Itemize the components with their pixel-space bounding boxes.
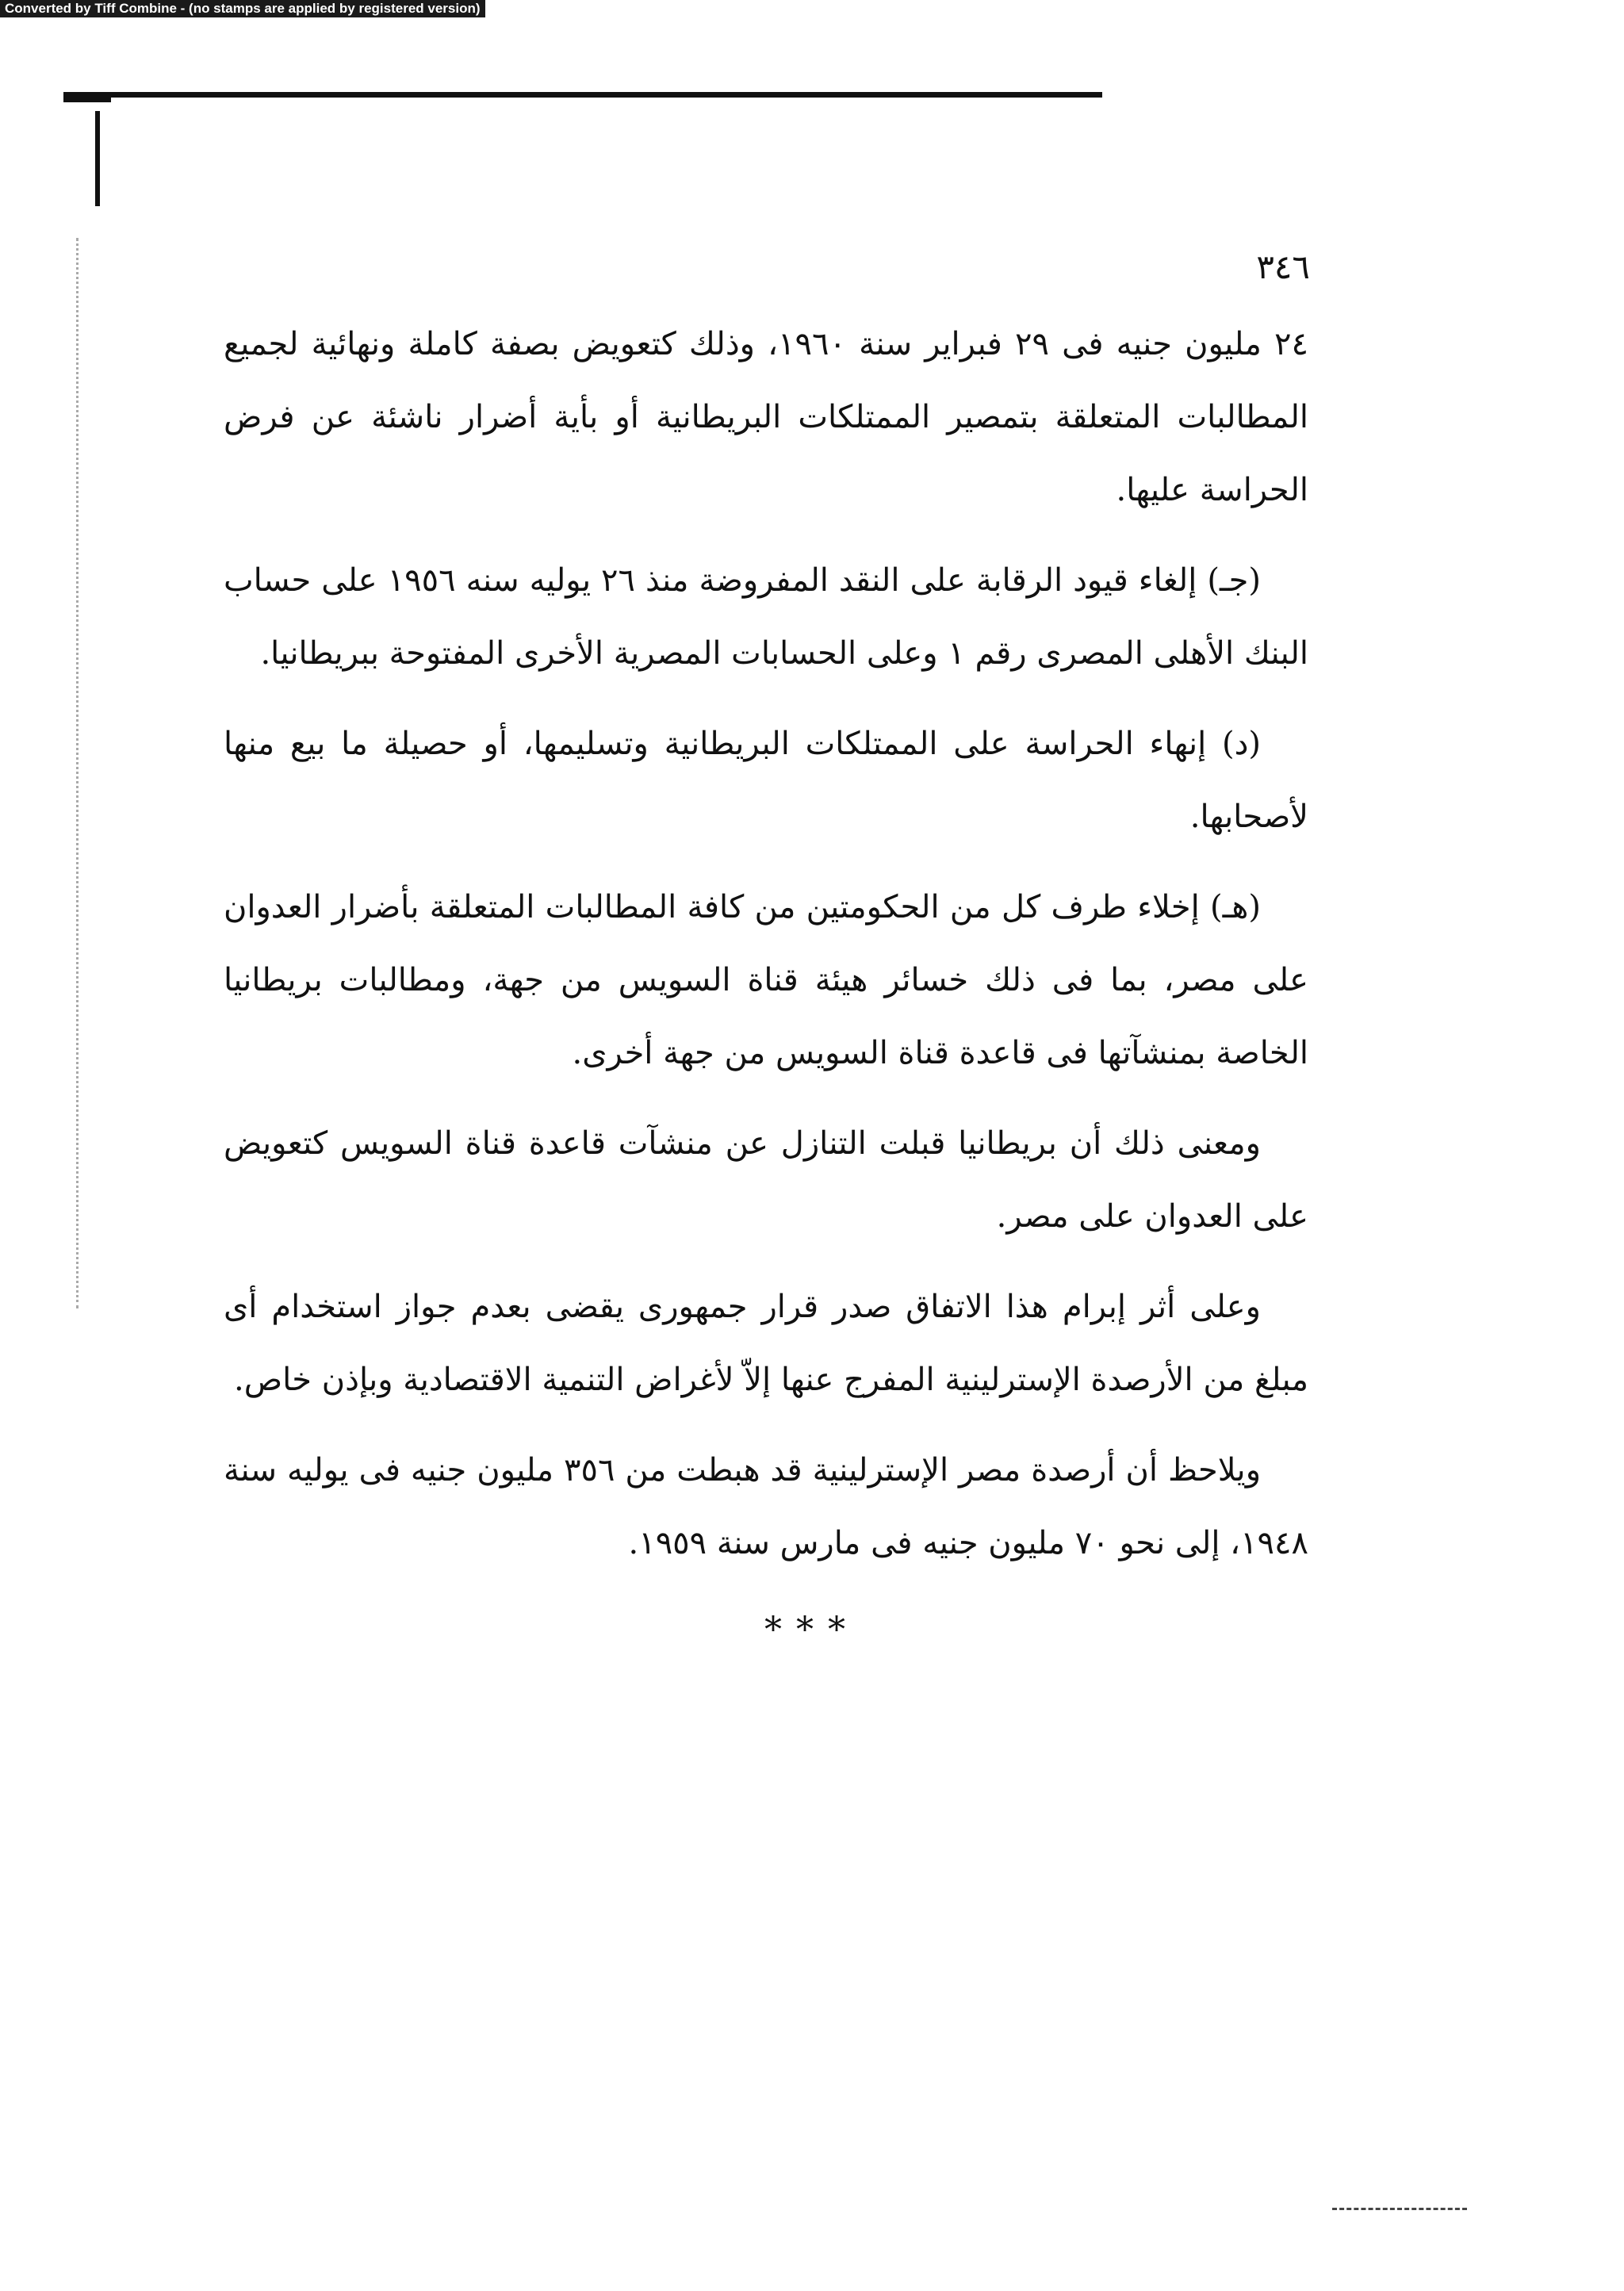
scan-margin-specks bbox=[76, 238, 94, 1308]
section-end-asterisks: *** bbox=[764, 1610, 860, 1650]
left-margin-bar bbox=[95, 111, 100, 206]
paragraph-item-d: (د) إنهاء الحراسة على الممتلكات البريطانية وتسليمها، أو حصيلة ما بيع منها لأصحابها. bbox=[224, 726, 1308, 835]
top-rule-divider bbox=[63, 92, 1102, 98]
paragraph-balances: ويلاحظ أن أرصدة مصر الإسترلينية قد هبطت من ٣٥٦ مليون جنيه فى يوليه سنة ١٩٤٨، إلى نحو ٧٠ مليون جنيه فى مارس سنة ١٩٥٩. bbox=[224, 1452, 1308, 1561]
paragraph-continuation: ٢٤ مليون جنيه فى ٢٩ فبراير سنة ١٩٦٠، وذلك كتعويض بصفة كاملة ونهائية لجميع المطالبات المتعلقة بتمصير الممتلكات البريطانية أو بأية أضرار ناشئة عن فرض الحراسة عليها. bbox=[224, 326, 1308, 508]
paragraph-item-c: (جـ) إلغاء قيود الرقابة على النقد المفروضة منذ ٢٦ يوليه سنه ١٩٥٦ على حساب البنك الأهلى المصرى رقم ١ وعلى الحسابات المصرية الأخرى المفتوحة ببريطانيا. bbox=[224, 562, 1308, 672]
top-rule-notch bbox=[63, 98, 111, 102]
scan-footer-dash bbox=[1332, 2208, 1467, 2212]
page-body bbox=[224, 308, 1308, 1580]
converter-stamp: Converted by Tiff Combine - (no stamps are applied by registered version) bbox=[0, 0, 485, 17]
paragraph-meaning: ومعنى ذلك أن بريطانيا قبلت التنازل عن منشآت قاعدة قناة السويس كتعويض على العدوان على مصر. bbox=[224, 1125, 1308, 1235]
paragraph-item-h: (هـ) إخلاء طرف كل من الحكومتين من كافة المطالبات المتعلقة بأضرار العدوان على مصر، بما فى ذلك خسائر هيئة قناة السويس من جهة، ومطالبات بريطانيا الخاصة بمنشآتها فى قاعدة قناة السويس من جهة أخرى. bbox=[224, 889, 1308, 1071]
paragraph-decree: وعلى أثر إبرام هذا الاتفاق صدر قرار جمهورى يقضى بعدم جواز استخدام أى مبلغ من الأرصدة الإسترلينية المفرج عنها إلاّ لأغراض التنمية الاقتصادية وبإذن خاص. bbox=[224, 1289, 1308, 1398]
page-number: ٣٤٦ bbox=[1256, 247, 1310, 286]
